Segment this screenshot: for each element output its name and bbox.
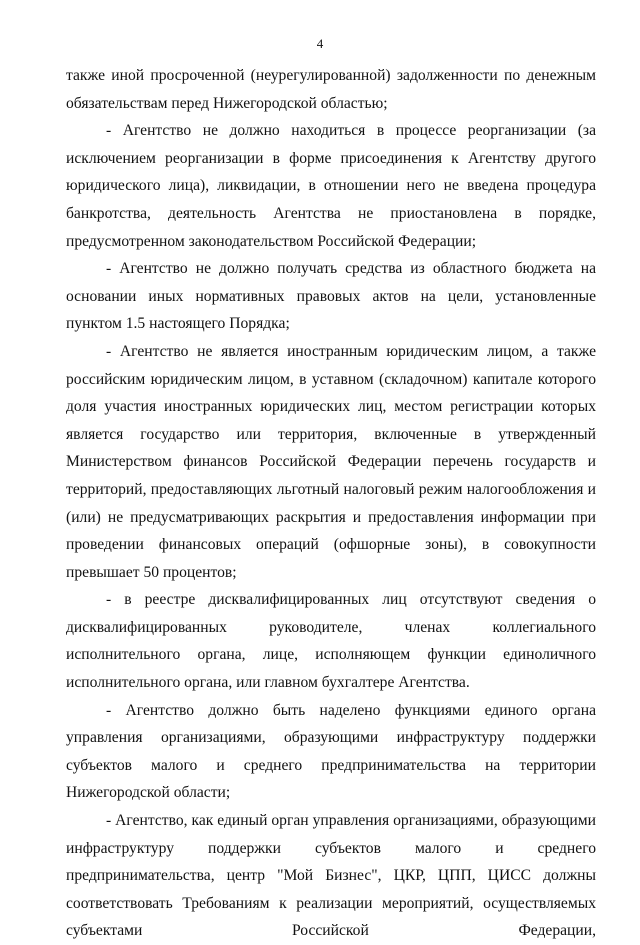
paragraph-requirements: - Агентство, как единый орган управления организациями, образующими инфраструктуру поддержки субъектов малого и среднего предпринимательства, центр "Мой Бизнес", ЦКР, ЦПП, ЦИСС должны соответствовать Требованиям к реализации мероприятий, осуществляемых субъектами Российской Федерации, xyxy=(66,812,596,940)
paragraph-budget-funds: - Агентство не должно получать средства из областного бюджета на основании иных нормативных правовых актов на цели, установленные пунктом 1.5 настоящего Порядка; xyxy=(66,260,596,333)
paragraph-continuation: также иной просроченной (неурегулированной) задолженности по денежным обязательствам перед Нижегородской областью; xyxy=(66,67,596,112)
document-body xyxy=(66,62,596,945)
paragraph-foreign-entity: - Агентство не является иностранным юридическим лицом, а также российским юридическим лицом, в уставном (складочном) капитале которого доля участия иностранных юридических лиц, местом регистрации которых является государство или территория, включенные в утвержденный Министерством финансов Российской Федерации перечень государств и территорий, предоставляющих льготный налоговый режим налогообложения и (или) не предусматривающих раскрытия и предоставления информации при проведении финансовых операций (офшорные зоны), в совокупности превышает 50 процентов; xyxy=(66,342,596,581)
paragraph-reorganization: - Агентство не должно находиться в процессе реорганизации (за исключением реорганизации в форме присоединения к Агентству другого юридического лица), ликвидации, в отношении него не введена процедура банкротства, деятельность Агентства не приостановлена в порядке, предусмотренном законодательством Российской Федерации; xyxy=(66,122,596,250)
page-number: 4 xyxy=(316,36,324,51)
paragraph-disqualified-persons: - в реестре дисквалифицированных лиц отсутствуют сведения о дисквалифицированных руководителе, членах коллегиального исполнительного органа, лице, исполняющем функции единоличного исполнительного органа, или главном бухгалтере Агентства. xyxy=(66,591,596,692)
paragraph-unified-governing-body: - Агентство должно быть наделено функциями единого органа управления организациями, образующими инфраструктуру поддержки субъектов малого и среднего предпринимательства на территории Нижегородской области; xyxy=(66,701,596,802)
